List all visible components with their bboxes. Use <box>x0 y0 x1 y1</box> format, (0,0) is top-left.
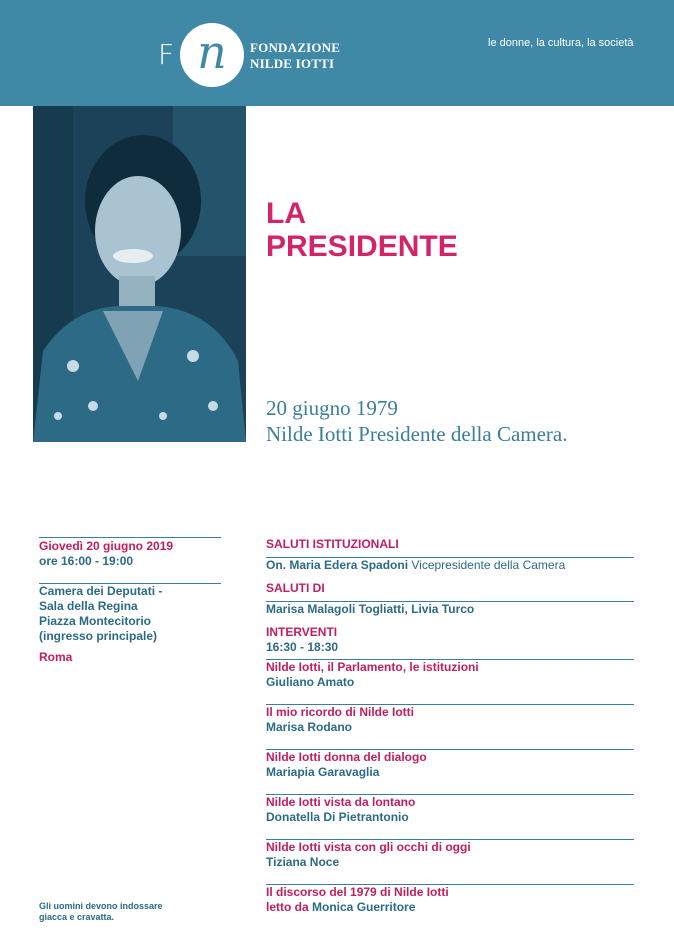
portrait-illustration <box>33 106 246 442</box>
program <box>266 537 634 915</box>
talk-title: Il mio ricordo di Nilde Iotti <box>266 705 415 719</box>
note-line1: Gli uomini devono indossare <box>39 901 163 911</box>
talk-speaker: Tiziana Noce <box>266 855 340 869</box>
tagline: le donne, la cultura, la società <box>488 37 634 49</box>
section-head-interventi: INTERVENTI <box>266 625 338 639</box>
event-time: ore 16:00 - 19:00 <box>39 554 134 568</box>
header-band <box>0 0 674 106</box>
main-title <box>266 197 458 263</box>
portrait-photo <box>33 106 246 442</box>
saluti-istituzionali-speaker <box>266 558 634 573</box>
saluti-di-speakers: Marisa Malagoli Togliatti, Livia Turco <box>266 602 475 616</box>
title-line1: LA <box>266 197 306 230</box>
organization-name <box>250 40 340 72</box>
talk-speaker: Mariapia Garavaglia <box>266 765 380 779</box>
venue-line3: Piazza Montecitorio <box>39 614 152 628</box>
interventi-time: 16:30 - 18:30 <box>266 640 339 654</box>
section-head-saluti-di: SALUTI DI <box>266 581 325 595</box>
event-details <box>39 537 221 665</box>
title-line2: PRESIDENTE <box>266 230 458 263</box>
subtitle-text: Nilde Iotti Presidente della Camera. <box>266 422 568 446</box>
talk-title: Nilde Iotti vista da lontano <box>266 795 416 809</box>
org-name-line2: NILDE IOTTI <box>250 56 335 71</box>
logo-letter-f: F <box>158 38 175 71</box>
divider <box>39 537 221 538</box>
final-prefix: letto da <box>266 900 309 914</box>
talk-speaker: Donatella Di Pietrantonio <box>266 810 409 824</box>
speaker-name: On. Maria Edera Spadoni <box>266 558 409 572</box>
final-talk-title: Il discorso del 1979 di Nilde Iotti <box>266 885 449 899</box>
subtitle-date: 20 giugno 1979 <box>266 396 398 420</box>
event-date: Giovedì 20 giugno 2019 <box>39 539 174 553</box>
final-speaker: Monica Guerritore <box>312 900 416 914</box>
venue-line4: (ingresso principale) <box>39 629 158 643</box>
talk-speaker: Marisa Rodano <box>266 720 353 734</box>
section-head-saluti-istituzionali: SALUTI ISTITUZIONALI <box>266 537 399 551</box>
talk-title: Nilde Iotti vista con gli occhi di oggi <box>266 840 471 854</box>
subtitle <box>266 395 568 447</box>
talk-title: Nilde Iotti donna del dialogo <box>266 750 427 764</box>
dress-code-note <box>39 901 163 923</box>
talk-speaker: Giuliano Amato <box>266 675 355 689</box>
org-name-line1: FONDAZIONE <box>250 40 341 55</box>
venue-line1: Camera dei Deputati - <box>39 584 163 598</box>
venue-line2: Sala della Regina <box>39 599 138 613</box>
event-city: Roma <box>39 650 73 664</box>
speaker-role: Vicepresidente della Camera <box>411 558 566 572</box>
note-line2: giacca e cravatta. <box>39 912 115 922</box>
logo-circle <box>180 23 244 87</box>
talk-title: Nilde Iotti, il Parlamento, le istituzioni <box>266 660 479 674</box>
logo-letter-n: n <box>197 25 227 79</box>
final-talk-reader <box>266 900 634 915</box>
